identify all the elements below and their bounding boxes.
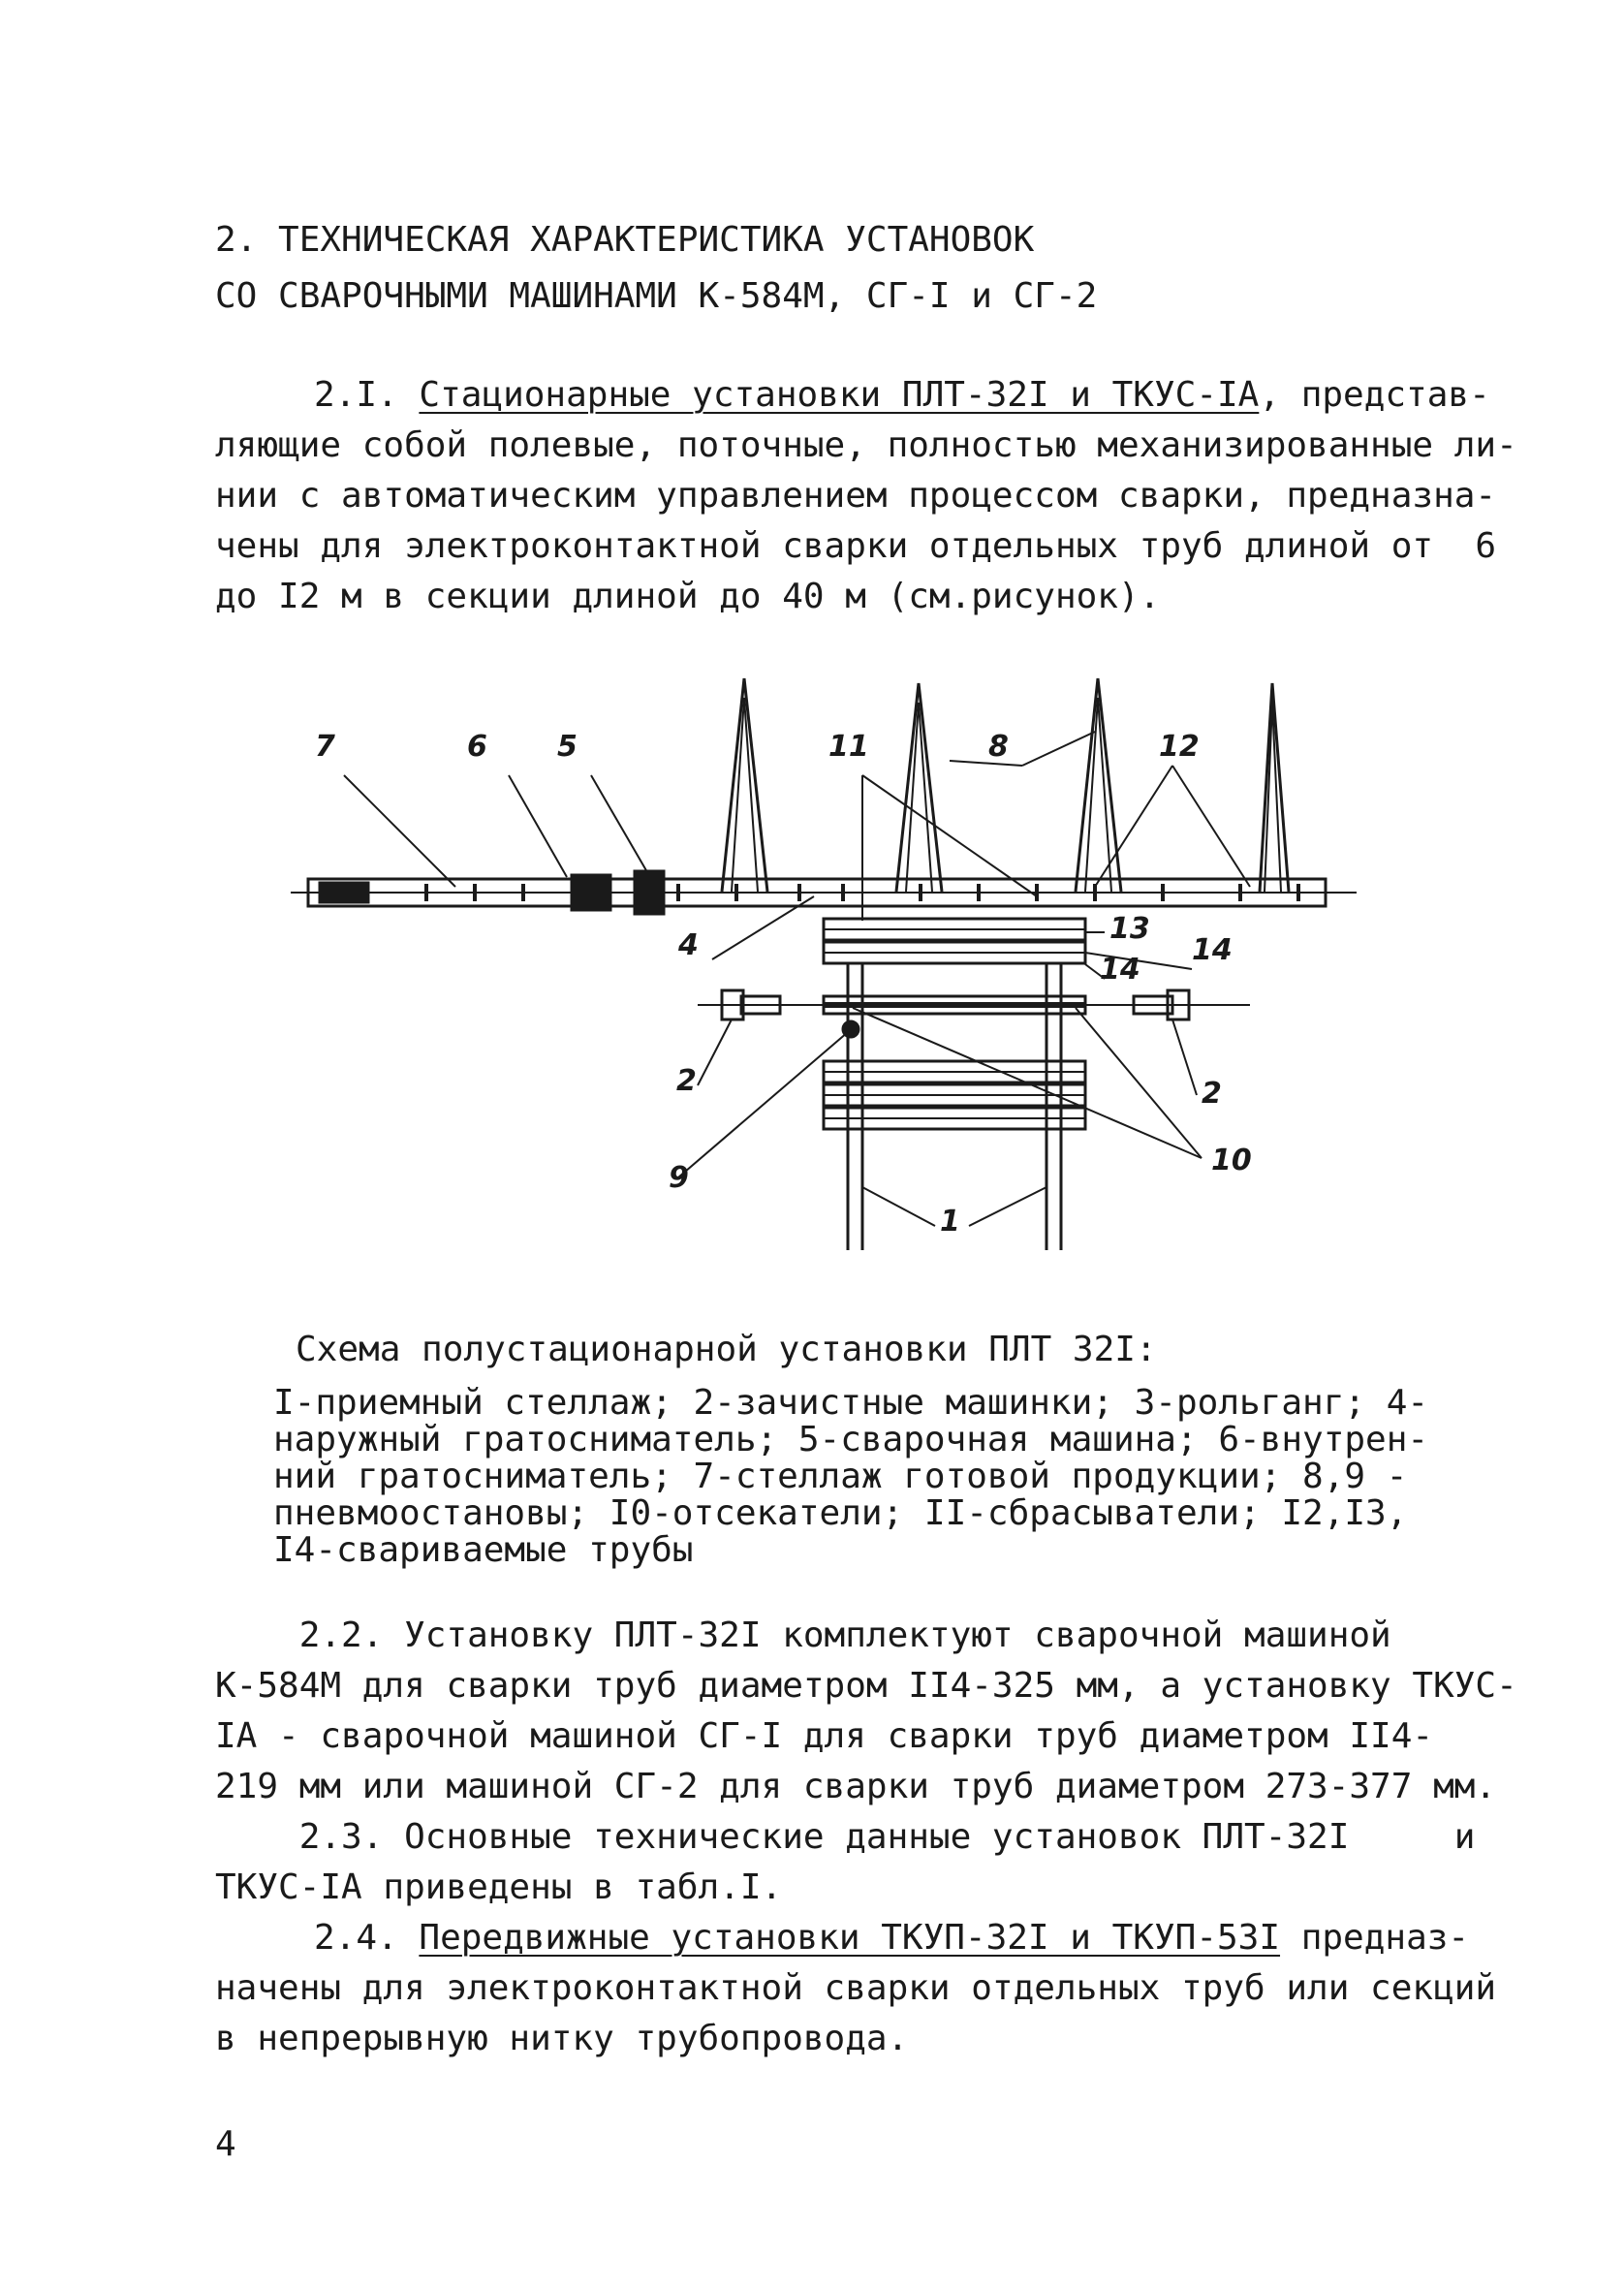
figure-caption-line-2: наружный гратосниматель; 5-сварочная машина; 6-внутрен- <box>273 1420 1429 1459</box>
paragraph-2-2-line-2: К-584М для сварки труб диаметром II4-325 мм, а установку ТКУС- <box>215 1666 1517 1706</box>
internal-deburrer <box>320 883 368 902</box>
paragraph-2-1-underlined: Стационарные установки ПЛТ-32I и ТКУС-IА <box>419 375 1260 415</box>
external-deburrer <box>635 871 664 914</box>
label-2-right: 2 <box>1202 1077 1222 1111</box>
finished-product-racks <box>722 678 1289 892</box>
paragraph-2-3-line-1: 2.3. Основные технические данные установок ПЛТ-32I и <box>215 1817 1476 1857</box>
paragraph-2-1-rest: , представ- <box>1259 375 1490 415</box>
label-4: 5 <box>557 730 578 764</box>
label-14: 14 <box>1100 953 1140 987</box>
paragraph-2-2-line-1: 2.2. Установку ПЛТ-32I комплектуют сварочной машиной <box>215 1616 1391 1655</box>
paragraph-2-4-line-2: начены для электроконтактной сварки отдельных труб или секций <box>215 1968 1497 2008</box>
paragraph-2-1-line-2: ляющие собой полевые, поточные, полностью механизированные ли- <box>215 425 1517 465</box>
figure-caption-line-4: пневмоостановы; I0-отсекатели; II-сбрасыватели; I2,I3, <box>273 1493 1408 1533</box>
section-heading-line-2: СО СВАРОЧНЫМИ МАШИНАМИ К-584М, СГ-I и СГ-2 <box>215 276 1098 316</box>
paragraph-2-2-line-3: IА - сварочной машиной СГ-I для сварки труб диаметром II4- <box>215 1716 1434 1756</box>
label-8: 9 <box>669 1161 689 1195</box>
figure-caption-line-3: ний гратосниматель; 7-стеллаж готовой продукции; 8,9 - <box>273 1457 1408 1496</box>
label-1: 1 <box>940 1205 960 1239</box>
label-13: 14 <box>1192 933 1233 967</box>
figure-caption-title: Схема полустационарной установки ПЛТ 32I: <box>296 1330 1157 1369</box>
paragraph-2-1-line-5: до I2 м в секции длиной до 40 м (см.рисунок). <box>215 577 1161 616</box>
label-9: 10 <box>1211 1144 1252 1177</box>
label-7: 8 <box>988 730 1009 764</box>
paragraph-2-4-underlined: Передвижные установки ТКУП-32I и ТКУП-53I <box>419 1918 1281 1958</box>
receiving-rack <box>824 1061 1085 1129</box>
paragraph-2-4-line-1 <box>314 1918 1470 1958</box>
page-number: 4 <box>215 2124 236 2164</box>
paragraph-2-2-line-4: 219 мм или машиной СГ-2 для сварки труб диаметром 273-377 мм. <box>215 1767 1497 1806</box>
label-12: 13 <box>1109 912 1150 946</box>
section-heading-line-1: 2. ТЕХНИЧЕСКАЯ ХАРАКТЕРИСТИКА УСТАНОВОК <box>215 220 1035 260</box>
paragraph-2-1-line-4: чены для электроконтактной сварки отдельных труб длиной от 6 <box>215 526 1497 566</box>
welding-machine <box>572 875 610 910</box>
label-5: 6 <box>467 730 487 764</box>
figure-caption-line-5: I4-свариваемые трубы <box>273 1530 694 1570</box>
pipes-being-welded <box>824 919 1085 963</box>
label-11: 12 <box>1159 730 1200 764</box>
label-10: 11 <box>828 730 869 764</box>
paragraph-2-1-number: 2.I. <box>314 375 398 415</box>
label-2-left: 2 <box>676 1064 697 1098</box>
paragraph-2-3-line-2: ТКУС-IА приведены в табл.I. <box>215 1867 783 1907</box>
paragraph-2-1-line-3: нии с автоматическим управлением процессом сварки, предназна- <box>215 476 1497 516</box>
label-3: 4 <box>678 928 699 962</box>
label-6: 7 <box>315 730 335 764</box>
paragraph-2-4-number: 2.4. <box>314 1918 398 1958</box>
paragraph-2-4-line-3: в непрерывную нитку трубопровода. <box>215 2019 909 2058</box>
paragraph-2-4-rest: предназ- <box>1280 1918 1470 1958</box>
figure-caption-line-1: I-приемный стеллаж; 2-зачистные машинки; 3-рольганг; 4- <box>273 1383 1429 1423</box>
